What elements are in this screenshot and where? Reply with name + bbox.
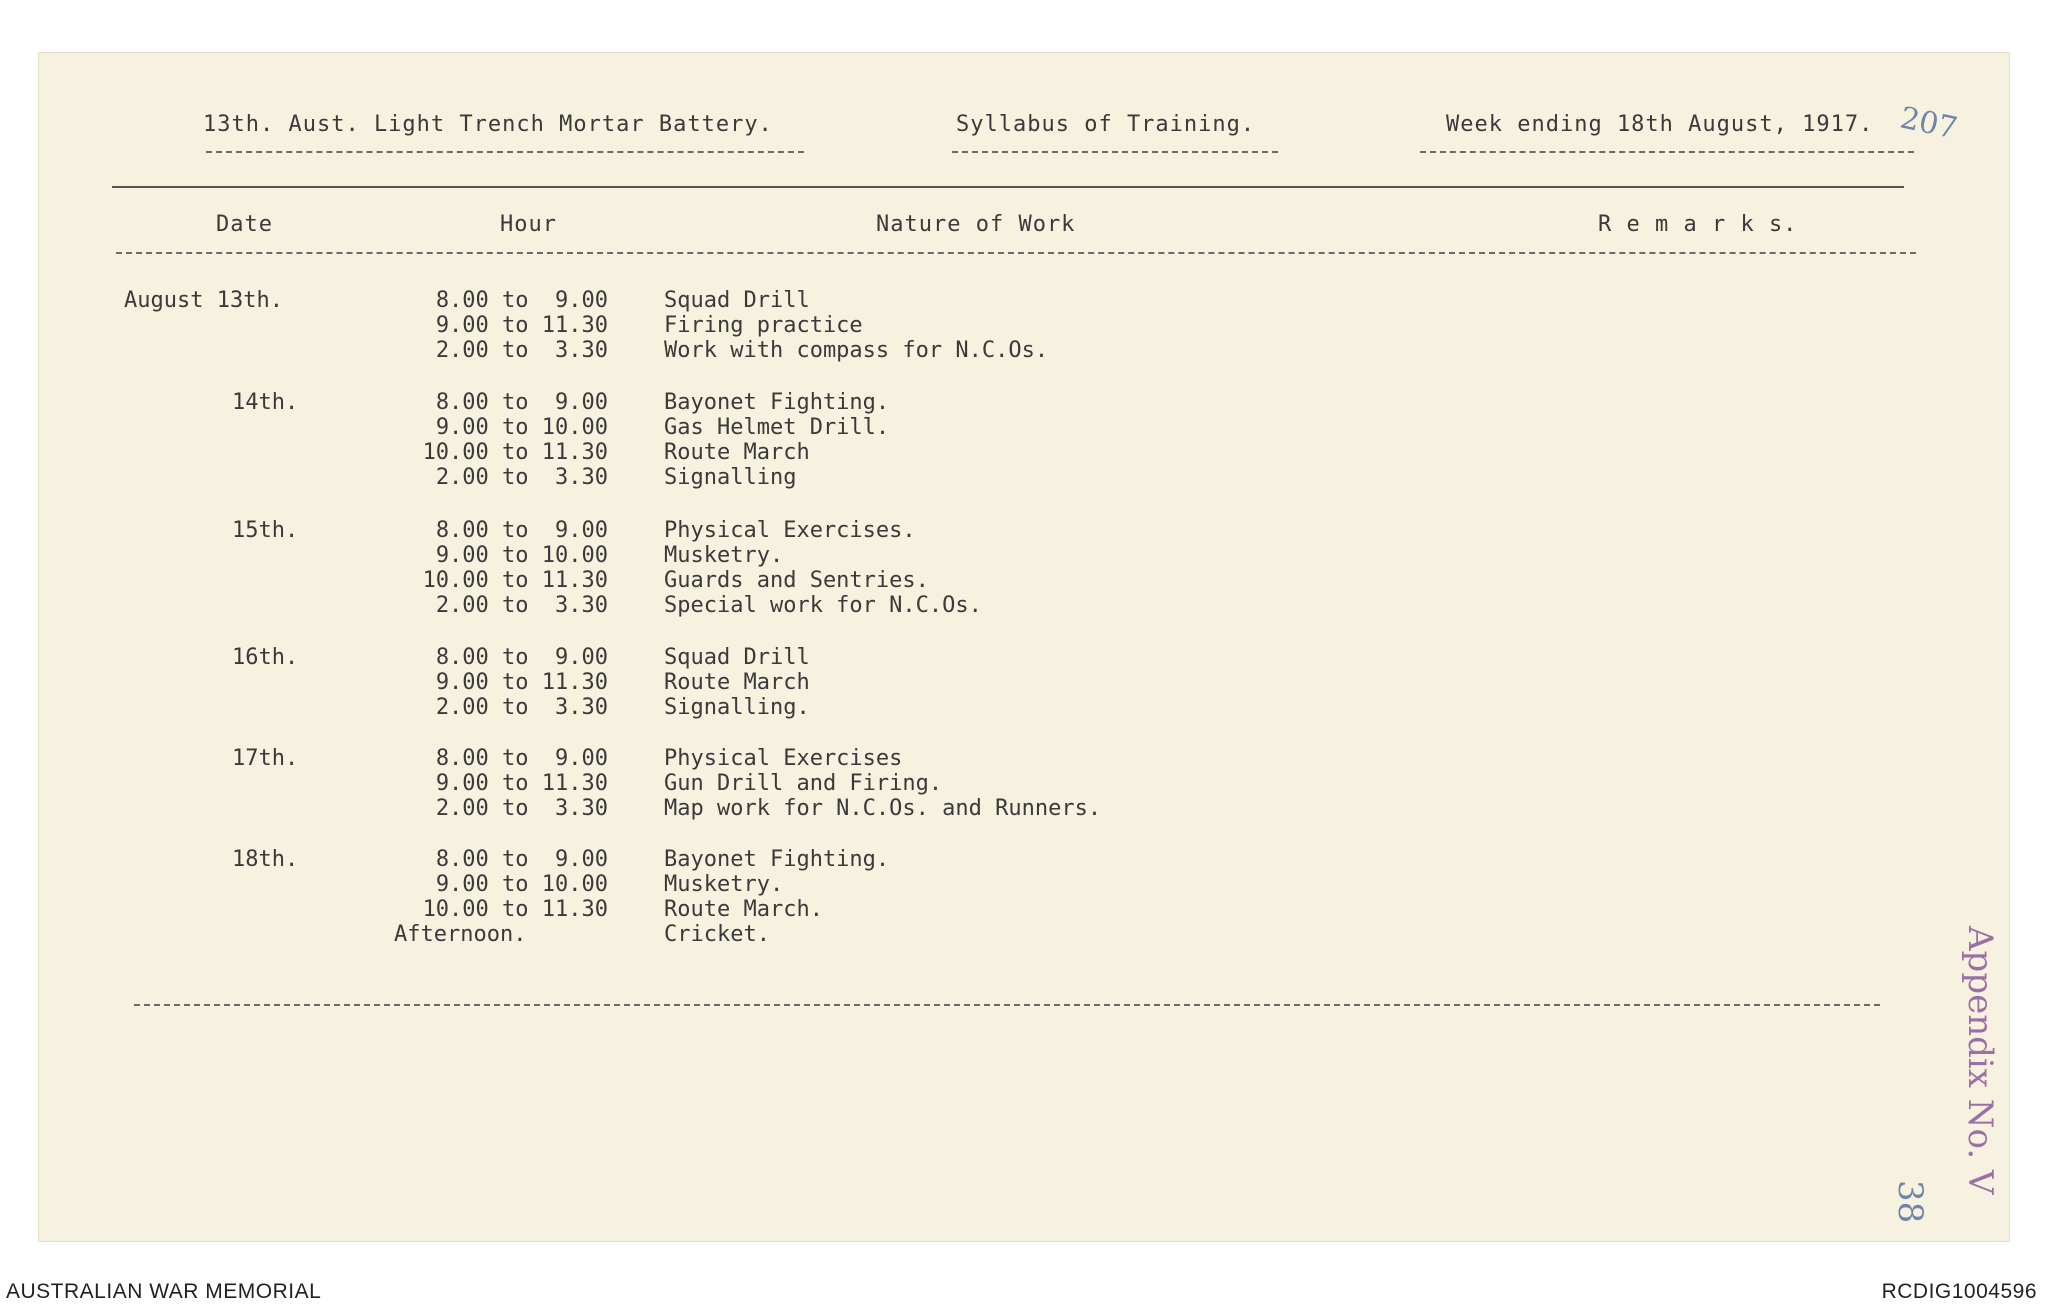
- hour-cell: 10.00 to 11.30: [422, 440, 608, 465]
- hour-cell: 9.00 to 11.30: [435, 771, 608, 796]
- column-nature-of-work: Nature of Work: [876, 212, 1076, 237]
- hour-cell: 10.00 to 11.30: [422, 897, 608, 922]
- work-cell: Work with compass for N.C.Os.: [664, 338, 1049, 363]
- work-cell: Guards and Sentries.: [664, 568, 929, 593]
- hour-cell: 2.00 to 3.30: [435, 593, 608, 618]
- hour-cell: 9.00 to 11.30: [435, 670, 608, 695]
- work-cell: Physical Exercises: [664, 746, 903, 771]
- hour-cell: 2.00 to 3.30: [435, 465, 608, 490]
- hour-cell: 8.00 to 9.00: [435, 746, 608, 771]
- work-cell: Map work for N.C.Os. and Runners.: [664, 796, 1102, 821]
- appendix-stamp: Appendix No. V: [1960, 926, 2000, 1195]
- day-date: 14th.: [232, 390, 299, 415]
- page-number: 38: [1890, 1180, 1930, 1224]
- hour-cell: 8.00 to 9.00: [435, 847, 608, 872]
- work-cell: Squad Drill: [664, 288, 810, 313]
- column-date: Date: [216, 212, 273, 237]
- hour-cell: 9.00 to 11.30: [435, 313, 608, 338]
- column-heading-rule: [116, 252, 1916, 254]
- column-hour: Hour: [500, 212, 557, 237]
- week-ending-underline: [1420, 151, 1914, 153]
- hour-cell: 9.00 to 10.00: [435, 872, 608, 897]
- unit-title: 13th. Aust. Light Trench Mortar Battery.: [203, 112, 773, 137]
- hour-cell: 9.00 to 10.00: [435, 543, 608, 568]
- footer-id: RCDIG1004596: [1881, 1280, 2037, 1303]
- work-cell: Route March: [664, 440, 810, 465]
- closing-rule: [134, 1004, 1880, 1006]
- work-cell: Cricket.: [664, 922, 770, 947]
- work-cell: Squad Drill: [664, 645, 810, 670]
- hour-cell: 8.00 to 9.00: [435, 288, 608, 313]
- column-remarks: R e m a r k s.: [1598, 212, 1798, 237]
- work-cell: Physical Exercises.: [664, 518, 916, 543]
- hour-cell: 8.00 to 9.00: [435, 518, 608, 543]
- syllabus-title: Syllabus of Training.: [956, 112, 1256, 137]
- day-date: 16th.: [232, 645, 299, 670]
- work-cell: Gun Drill and Firing.: [664, 771, 943, 796]
- hour-cell: 10.00 to 11.30: [422, 568, 608, 593]
- work-cell: Special work for N.C.Os.: [664, 593, 982, 618]
- day-date: 18th.: [232, 847, 299, 872]
- work-cell: Signalling: [664, 465, 797, 490]
- hour-cell: 2.00 to 3.30: [435, 695, 608, 720]
- footer-credit: AUSTRALIAN WAR MEMORIAL: [6, 1280, 322, 1303]
- day-date: 15th.: [232, 518, 299, 543]
- hour-cell: 9.00 to 10.00: [435, 415, 608, 440]
- folio-number: 207: [1896, 100, 1961, 147]
- header-rule: [112, 186, 1904, 188]
- work-cell: Gas Helmet Drill.: [664, 415, 890, 440]
- hour-cell: 2.00 to 3.30: [435, 796, 608, 821]
- work-cell: Firing practice: [664, 313, 863, 338]
- work-cell: Route March: [664, 670, 810, 695]
- week-ending: Week ending 18th August, 1917.: [1446, 112, 1874, 137]
- work-cell: Musketry.: [664, 872, 784, 897]
- work-cell: Route March.: [664, 897, 823, 922]
- work-cell: Musketry.: [664, 543, 784, 568]
- hour-cell: Afternoon.: [394, 922, 527, 947]
- work-cell: Bayonet Fighting.: [664, 847, 890, 872]
- work-cell: Bayonet Fighting.: [664, 390, 890, 415]
- work-cell: Signalling.: [664, 695, 810, 720]
- syllabus-title-underline: [952, 151, 1278, 153]
- hour-cell: 8.00 to 9.00: [435, 645, 608, 670]
- hour-cell: 8.00 to 9.00: [435, 390, 608, 415]
- day-date: August 13th.: [124, 288, 283, 313]
- day-date: 17th.: [232, 746, 299, 771]
- hour-cell: 2.00 to 3.30: [435, 338, 608, 363]
- unit-title-underline: [206, 151, 804, 153]
